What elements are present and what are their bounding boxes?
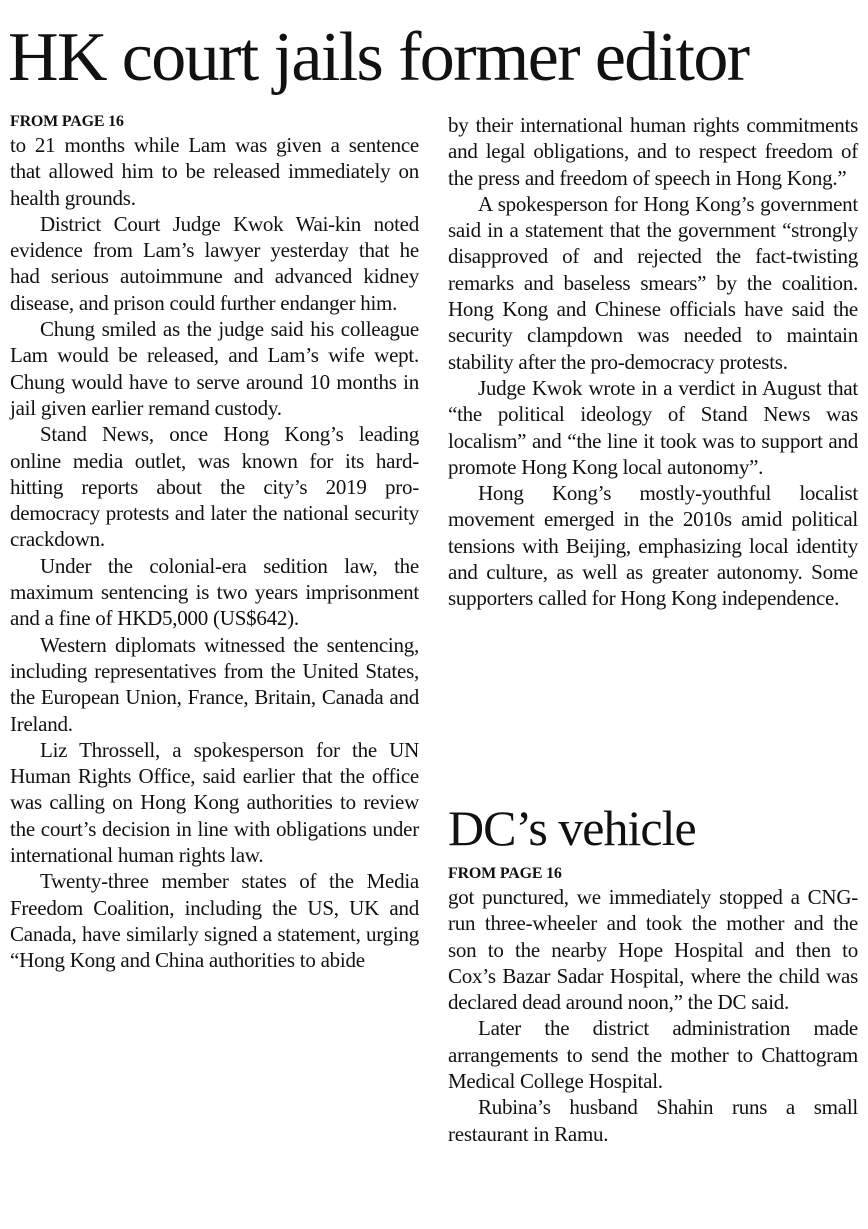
article-paragraph: Chung smiled as the judge said his colleague Lam would be released, and Lam’s wife wept. Chung would have to serve around 10 months in jail given earlier remand custody. <box>10 317 419 420</box>
article-paragraph: Rubina’s husband Shahin runs a small restaurant in Ramu. <box>448 1095 858 1146</box>
second-article-headline: DC’s vehicle <box>448 800 696 856</box>
article-paragraph: District Court Judge Kwok Wai-kin noted evidence from Lam’s lawyer yesterday that he had serious autoimmune and advanced kidney disease, and prison could further endanger him. <box>10 211 419 315</box>
article-paragraph: Later the district administration made arrangements to send the mother to Chattogram Medical College Hospital. <box>448 1016 858 1094</box>
article-paragraph: Judge Kwok wrote in a verdict in August that “the political ideology of Stand News was localism” and “the line it took was to support and promote Hong Kong local autonomy”. <box>448 375 858 479</box>
article-paragraph: A spokesperson for Hong Kong’s government said in a statement that the government “strongly disapproved of and rejected the fact-twisting remarks and baseless smears” by the coalition. Hong Kong and Chinese officials have said the security clampdown was needed to maintain stability after the pro-democracy protests. <box>448 191 858 374</box>
article-paragraph: Twenty-three member states of the Media Freedom Coalition, including the US, UK and Canada, have similarly signed a statement, urging “Hong Kong and China authorities to abide <box>10 869 419 973</box>
article-paragraph: by their international human rights commitments and legal obligations, and to respect freedom of the press and freedom of speech in Hong Kong.” <box>448 113 858 190</box>
article-right-column <box>448 112 858 612</box>
continued-from-label: FROM PAGE 16 <box>10 113 124 130</box>
continued-from-label: FROM PAGE 16 <box>448 865 562 882</box>
article-headline: HK court jails former editor <box>8 19 749 96</box>
article-paragraph: got punctured, we immediately stopped a CNG-run three-wheeler and took the mother and the son to the nearby Hope Hospital and then to Cox’s Bazar Sadar Hospital, where the child was declared dead around noon,” the DC said. <box>448 885 858 1015</box>
article-paragraph: Liz Throssell, a spokesperson for the UN Human Rights Office, said earlier that the office was calling on Hong Kong authorities to review the court’s decision in line with obligations under international human rights law. <box>10 737 419 868</box>
article-paragraph: to 21 months while Lam was given a sentence that allowed him to be released immediately on health grounds. <box>10 133 419 210</box>
article-paragraph: Western diplomats witnessed the sentencing, including representatives from the United States, the European Union, France, Britain, Canada and Ireland. <box>10 632 419 736</box>
article-paragraph: Under the colonial-era sedition law, the maximum sentencing is two years imprisonment and a fine of HKD5,000 (US$642). <box>10 553 419 631</box>
article-paragraph: Stand News, once Hong Kong’s leading online media outlet, was known for its hard-hitting reports about the city’s 2019 pro-democracy protests and later the national security crackdown. <box>10 422 419 552</box>
article-paragraph: Hong Kong’s mostly-youthful localist movement emerged in the 2010s amid political tensions with Beijing, emphasizing local identity and culture, as well as greater autonomy. Some supporters called for Hong Kong independence. <box>448 481 858 611</box>
article-left-column <box>10 112 419 974</box>
second-article-body <box>448 864 858 1147</box>
